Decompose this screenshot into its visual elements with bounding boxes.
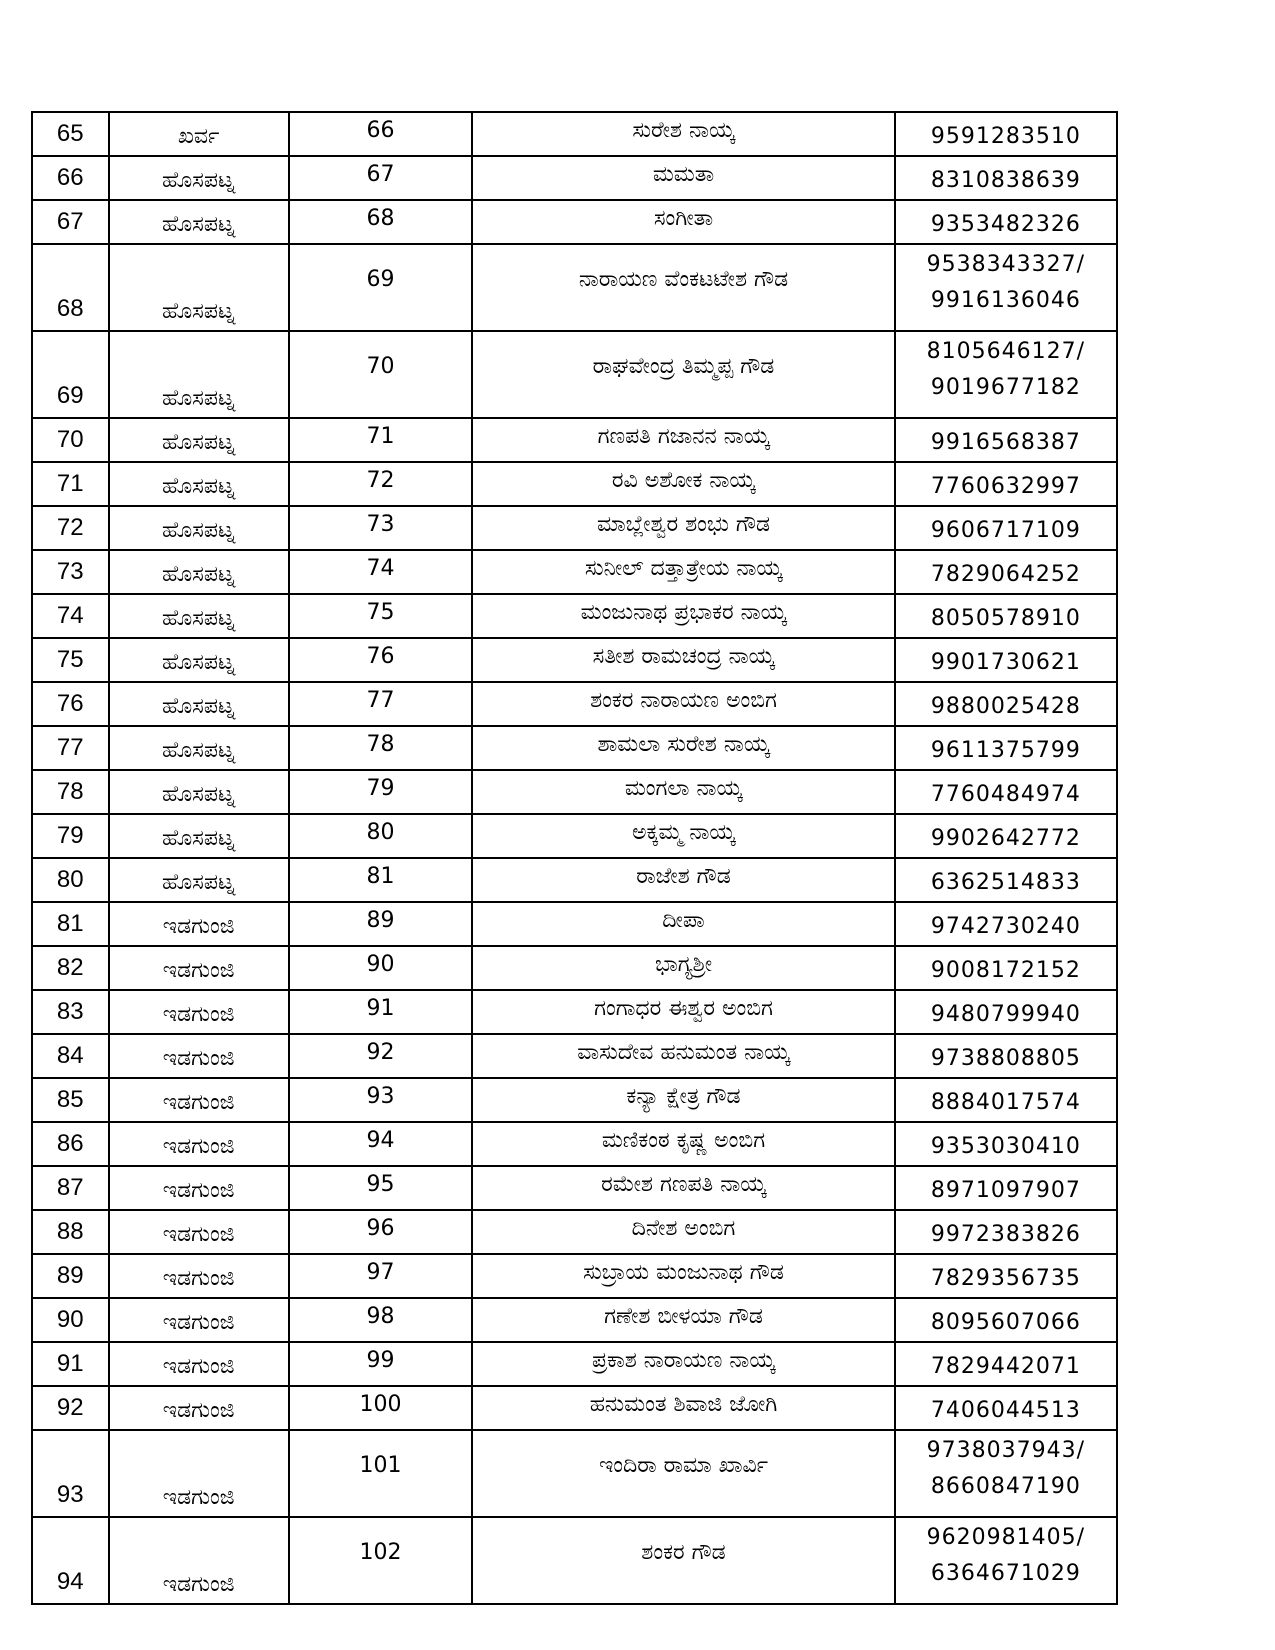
phone-cell: [895, 462, 1117, 506]
member-name-cell: ರಾಜೇಶ ಗೌಡ: [472, 858, 894, 902]
table-row: [32, 638, 1117, 682]
member-name-cell: ಮಂಜುನಾಥ ಪ್ರಭಾಕರ ನಾಯ್ಕ: [472, 594, 894, 638]
phone-number: 8050578910: [930, 606, 1081, 631]
serial-number-cell: 94: [32, 1517, 109, 1604]
phone-number: 9902642772: [930, 826, 1081, 851]
member-number-cell: 95: [289, 1166, 472, 1210]
member-name-cell: ಗಣಪತಿ ಗಜಾನನ ನಾಯ್ಕ: [472, 418, 894, 462]
phone-cell: [895, 1210, 1117, 1254]
serial-number-cell: 93: [32, 1430, 109, 1517]
member-number-cell: 92: [289, 1034, 472, 1078]
phone-cell: [895, 1078, 1117, 1122]
table-row: [32, 770, 1117, 814]
phone-cell: [895, 1254, 1117, 1298]
table-row: [32, 1517, 1117, 1604]
serial-number-cell: 69: [32, 331, 109, 418]
phone-number: 9019677182: [930, 375, 1081, 400]
phone-number: 8105646127/: [926, 339, 1086, 364]
village-cell: ಹೊಸಪಟ್ನ: [109, 418, 289, 462]
phone-number: 9738037943/: [926, 1438, 1086, 1463]
member-number-cell: 72: [289, 462, 472, 506]
contact-table: [31, 111, 1118, 1605]
member-number-cell: 69: [289, 244, 472, 331]
serial-number-cell: 88: [32, 1210, 109, 1254]
table-row: [32, 814, 1117, 858]
member-number-cell: 97: [289, 1254, 472, 1298]
member-number-cell: 102: [289, 1517, 472, 1604]
table-row: [32, 1342, 1117, 1386]
phone-cell: [895, 814, 1117, 858]
member-number-cell: 94: [289, 1122, 472, 1166]
phone-number: 9901730621: [930, 650, 1081, 675]
village-cell: ಹೊಸಪಟ್ನ: [109, 506, 289, 550]
member-name-cell: ಭಾಗ್ಯಶ್ರೀ: [472, 946, 894, 990]
member-name-cell: ವಾಸುದೇವ ಹನುಮಂತ ನಾಯ್ಕ: [472, 1034, 894, 1078]
table-row: [32, 244, 1117, 331]
member-name-cell: ಮಣಿಕಂಠ ಕೃಷ್ಣ ಅಂಬಿಗ: [472, 1122, 894, 1166]
member-number-cell: 67: [289, 156, 472, 200]
serial-number-cell: 68: [32, 244, 109, 331]
village-cell: ಇಡಗುಂಜಿ: [109, 1034, 289, 1078]
table-row: [32, 946, 1117, 990]
table-row: [32, 1430, 1117, 1517]
village-cell: ಹೊಸಪಟ್ನ: [109, 770, 289, 814]
member-number-cell: 78: [289, 726, 472, 770]
village-cell: ಇಡಗುಂಜಿ: [109, 1298, 289, 1342]
member-name-cell: ಶಂಕರ ನಾರಾಯಣ ಅಂಬಿಗ: [472, 682, 894, 726]
table-row: [32, 156, 1117, 200]
member-number-cell: 81: [289, 858, 472, 902]
serial-number-cell: 77: [32, 726, 109, 770]
serial-number-cell: 89: [32, 1254, 109, 1298]
phone-cell: [895, 638, 1117, 682]
member-name-cell: ಶಾಮಲಾ ಸುರೇಶ ನಾಯ್ಕ: [472, 726, 894, 770]
serial-number-cell: 71: [32, 462, 109, 506]
village-cell: ಹೊಸಪಟ್ನ: [109, 858, 289, 902]
member-number-cell: 77: [289, 682, 472, 726]
village-cell: ಹೊಸಪಟ್ನ: [109, 462, 289, 506]
table-row: [32, 200, 1117, 244]
phone-cell: [895, 550, 1117, 594]
member-number-cell: 75: [289, 594, 472, 638]
phone-cell: [895, 902, 1117, 946]
phone-number: 8660847190: [930, 1474, 1081, 1499]
phone-cell: [895, 858, 1117, 902]
phone-number: 9972383826: [930, 1222, 1081, 1247]
village-cell: ಹೊಸಪಟ್ನ: [109, 156, 289, 200]
table-body: [32, 112, 1117, 1604]
member-number-cell: 79: [289, 770, 472, 814]
phone-number: 7406044513: [930, 1398, 1081, 1423]
table-row: [32, 682, 1117, 726]
member-name-cell: ಇಂದಿರಾ ರಾಮಾ ಖಾರ್ವಿ: [472, 1430, 894, 1517]
phone-cell: [895, 418, 1117, 462]
member-number-cell: 73: [289, 506, 472, 550]
village-cell: ಇಡಗುಂಜಿ: [109, 946, 289, 990]
serial-number-cell: 67: [32, 200, 109, 244]
serial-number-cell: 84: [32, 1034, 109, 1078]
member-name-cell: ಹನುಮಂತ ಶಿವಾಜಿ ಜೋಗಿ: [472, 1386, 894, 1430]
phone-number: 9738808805: [930, 1046, 1081, 1071]
phone-cell: [895, 200, 1117, 244]
phone-number: 8971097907: [930, 1178, 1081, 1203]
phone-cell: [895, 156, 1117, 200]
village-cell: ಇಡಗುಂಜಿ: [109, 1078, 289, 1122]
phone-cell: [895, 1386, 1117, 1430]
phone-cell: [895, 506, 1117, 550]
phone-number: 9916568387: [930, 430, 1081, 455]
member-number-cell: 101: [289, 1430, 472, 1517]
phone-cell: [895, 331, 1117, 418]
phone-cell: [895, 1430, 1117, 1517]
phone-number: 9916136046: [930, 288, 1081, 313]
serial-number-cell: 82: [32, 946, 109, 990]
table-row: [32, 1254, 1117, 1298]
member-name-cell: ನಾರಾಯಣ ವೆಂಕಟಟೇಶ ಗೌಡ: [472, 244, 894, 331]
village-cell: ಹೊಸಪಟ್ನ: [109, 638, 289, 682]
village-cell: ಹೊಸಪಟ್ನ: [109, 244, 289, 331]
member-number-cell: 71: [289, 418, 472, 462]
member-name-cell: ರವಿ ಅಶೋಕ ನಾಯ್ಕ: [472, 462, 894, 506]
member-name-cell: ಸುನೀಲ್ ದತ್ತಾತ್ರೇಯ ನಾಯ್ಕ: [472, 550, 894, 594]
village-cell: ಇಡಗುಂಜಿ: [109, 1166, 289, 1210]
phone-number: 9880025428: [930, 694, 1081, 719]
phone-cell: [895, 1166, 1117, 1210]
table-row: [32, 1122, 1117, 1166]
phone-cell: [895, 594, 1117, 638]
phone-cell: [895, 244, 1117, 331]
serial-number-cell: 81: [32, 902, 109, 946]
phone-cell: [895, 946, 1117, 990]
village-cell: ಇಡಗುಂಜಿ: [109, 1386, 289, 1430]
village-cell: ಇಡಗುಂಜಿ: [109, 1254, 289, 1298]
member-name-cell: ಅಕ್ಕಮ್ಮ ನಾಯ್ಕ: [472, 814, 894, 858]
village-cell: ಇಡಗುಂಜಿ: [109, 1122, 289, 1166]
table-row: [32, 858, 1117, 902]
village-cell: ಹೊಸಪಟ್ನ: [109, 682, 289, 726]
village-cell: ಹೊಸಪಟ್ನ: [109, 550, 289, 594]
member-number-cell: 90: [289, 946, 472, 990]
phone-number: 8095607066: [930, 1310, 1081, 1335]
phone-number: 8884017574: [930, 1090, 1081, 1115]
table-row: [32, 594, 1117, 638]
table-row: [32, 550, 1117, 594]
member-number-cell: 66: [289, 112, 472, 156]
phone-cell: [895, 1517, 1117, 1604]
serial-number-cell: 75: [32, 638, 109, 682]
village-cell: ಇಡಗುಂಜಿ: [109, 990, 289, 1034]
village-cell: ಇಡಗುಂಜಿ: [109, 1517, 289, 1604]
phone-cell: [895, 112, 1117, 156]
member-name-cell: ಮಮತಾ: [472, 156, 894, 200]
member-name-cell: ದಿನೇಶ ಅಂಬಿಗ: [472, 1210, 894, 1254]
table-row: [32, 726, 1117, 770]
member-name-cell: ಮಾಬ್ಲೇಶ್ವರ ಶಂಭು ಗೌಡ: [472, 506, 894, 550]
serial-number-cell: 86: [32, 1122, 109, 1166]
table-row: [32, 506, 1117, 550]
serial-number-cell: 87: [32, 1166, 109, 1210]
member-number-cell: 100: [289, 1386, 472, 1430]
serial-number-cell: 85: [32, 1078, 109, 1122]
table-row: [32, 1298, 1117, 1342]
member-name-cell: ಸತೀಶ ರಾಮಚಂದ್ರ ನಾಯ್ಕ: [472, 638, 894, 682]
member-number-cell: 76: [289, 638, 472, 682]
village-cell: ಹೊಸಪಟ್ನ: [109, 331, 289, 418]
member-number-cell: 98: [289, 1298, 472, 1342]
serial-number-cell: 80: [32, 858, 109, 902]
table-row: [32, 418, 1117, 462]
phone-number: 6364671029: [930, 1561, 1081, 1586]
member-name-cell: ಸುರೇಶ ನಾಯ್ಕ: [472, 112, 894, 156]
phone-cell: [895, 682, 1117, 726]
serial-number-cell: 92: [32, 1386, 109, 1430]
member-name-cell: ಸಂಗೀತಾ: [472, 200, 894, 244]
member-name-cell: ಕನ್ಯಾ ಕ್ಷೇತ್ರ ಗೌಡ: [472, 1078, 894, 1122]
village-cell: ಇಡಗುಂಜಿ: [109, 902, 289, 946]
phone-number: 7829356735: [930, 1266, 1081, 1291]
table-row: [32, 462, 1117, 506]
village-cell: ಇಡಗುಂಜಿ: [109, 1342, 289, 1386]
serial-number-cell: 83: [32, 990, 109, 1034]
phone-cell: [895, 990, 1117, 1034]
phone-number: 9620981405/: [926, 1525, 1086, 1550]
village-cell: ಹೊಸಪಟ್ನ: [109, 726, 289, 770]
phone-number: 6362514833: [930, 870, 1081, 895]
member-number-cell: 68: [289, 200, 472, 244]
village-cell: ಹೊಸಪಟ್ನ: [109, 594, 289, 638]
serial-number-cell: 73: [32, 550, 109, 594]
phone-number: 7829064252: [930, 562, 1081, 587]
member-number-cell: 80: [289, 814, 472, 858]
phone-cell: [895, 1342, 1117, 1386]
phone-number: 9611375799: [930, 738, 1081, 763]
serial-number-cell: 76: [32, 682, 109, 726]
phone-cell: [895, 1298, 1117, 1342]
table-row: [32, 112, 1117, 156]
member-name-cell: ಗಣೇಶ ಬೀಳಯಾ ಗೌಡ: [472, 1298, 894, 1342]
table-row: [32, 1210, 1117, 1254]
phone-number: 7760632997: [930, 474, 1081, 499]
village-cell: ಹೊಸಪಟ್ನ: [109, 200, 289, 244]
phone-number: 9538343327/: [926, 252, 1086, 277]
member-name-cell: ಪ್ರಕಾಶ ನಾರಾಯಣ ನಾಯ್ಕ: [472, 1342, 894, 1386]
table-row: [32, 1078, 1117, 1122]
table-row: [32, 1386, 1117, 1430]
phone-number: 9480799940: [930, 1002, 1081, 1027]
member-name-cell: ರಾಘವೇಂದ್ರ ತಿಮ್ಮಪ್ಪ ಗೌಡ: [472, 331, 894, 418]
table-row: [32, 990, 1117, 1034]
phone-cell: [895, 1122, 1117, 1166]
serial-number-cell: 66: [32, 156, 109, 200]
phone-cell: [895, 726, 1117, 770]
village-cell: ಹೊಸಪಟ್ನ: [109, 814, 289, 858]
serial-number-cell: 65: [32, 112, 109, 156]
member-name-cell: ಶಂಕರ ಗೌಡ: [472, 1517, 894, 1604]
member-number-cell: 93: [289, 1078, 472, 1122]
serial-number-cell: 91: [32, 1342, 109, 1386]
table-row: [32, 331, 1117, 418]
member-number-cell: 91: [289, 990, 472, 1034]
member-name-cell: ಗಂಗಾಧರ ಈಶ್ವರ ಅಂಬಿಗ: [472, 990, 894, 1034]
serial-number-cell: 74: [32, 594, 109, 638]
table-row: [32, 902, 1117, 946]
serial-number-cell: 72: [32, 506, 109, 550]
table-row: [32, 1034, 1117, 1078]
village-cell: ಇಡಗುಂಜಿ: [109, 1210, 289, 1254]
phone-cell: [895, 1034, 1117, 1078]
phone-number: 9008172152: [930, 958, 1081, 983]
phone-number: 9591283510: [930, 124, 1081, 149]
member-name-cell: ಮಂಗಲಾ ನಾಯ್ಕ: [472, 770, 894, 814]
member-number-cell: 96: [289, 1210, 472, 1254]
serial-number-cell: 79: [32, 814, 109, 858]
member-name-cell: ರಮೇಶ ಗಣಪತಿ ನಾಯ್ಕ: [472, 1166, 894, 1210]
phone-number: 9742730240: [930, 914, 1081, 939]
member-number-cell: 74: [289, 550, 472, 594]
phone-number: 9353030410: [930, 1134, 1081, 1159]
member-number-cell: 89: [289, 902, 472, 946]
member-name-cell: ಸುಬ್ರಾಯ ಮಂಜುನಾಥ ಗೌಡ: [472, 1254, 894, 1298]
member-name-cell: ದೀಪಾ: [472, 902, 894, 946]
village-cell: ಇಡಗುಂಜಿ: [109, 1430, 289, 1517]
phone-number: 8310838639: [930, 168, 1081, 193]
phone-number: 9606717109: [930, 518, 1081, 543]
member-number-cell: 99: [289, 1342, 472, 1386]
phone-number: 7829442071: [930, 1354, 1081, 1379]
table-row: [32, 1166, 1117, 1210]
phone-cell: [895, 770, 1117, 814]
serial-number-cell: 90: [32, 1298, 109, 1342]
serial-number-cell: 70: [32, 418, 109, 462]
phone-number: 9353482326: [930, 212, 1081, 237]
serial-number-cell: 78: [32, 770, 109, 814]
village-cell: ಖರ್ವ: [109, 112, 289, 156]
phone-number: 7760484974: [930, 782, 1081, 807]
member-number-cell: 70: [289, 331, 472, 418]
